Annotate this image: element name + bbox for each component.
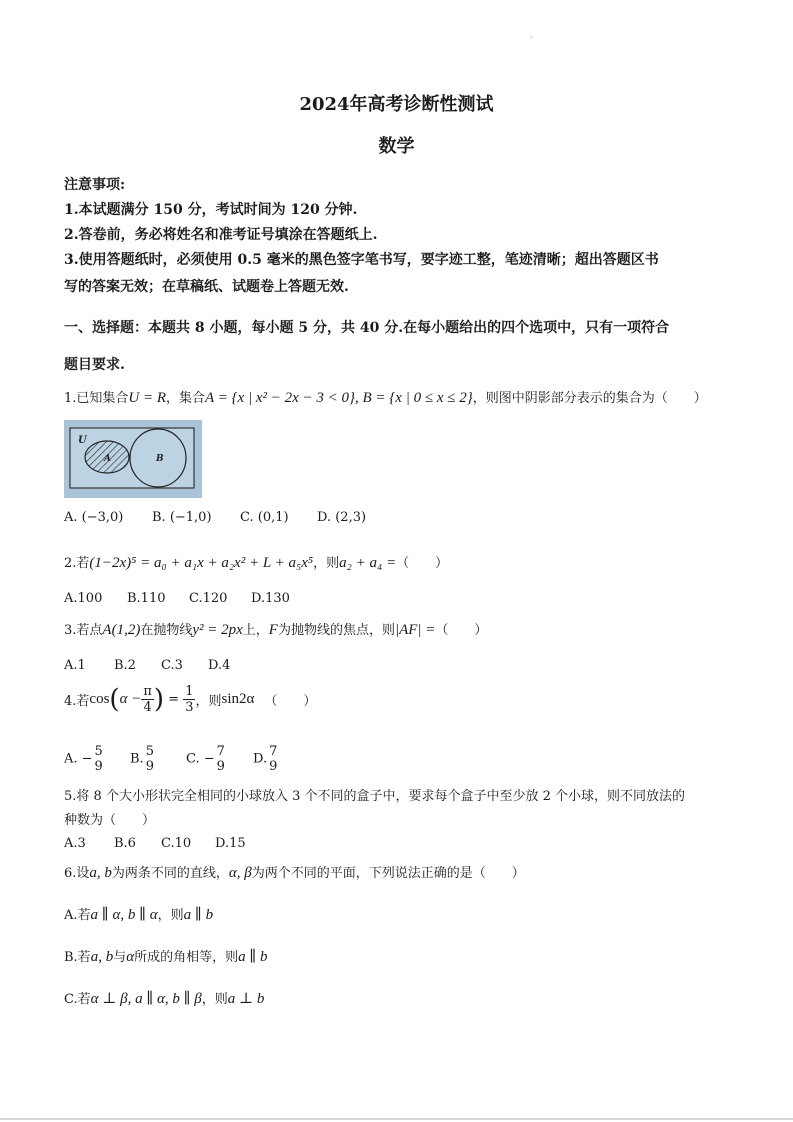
q6-text: 为两条不同的直线，: [111, 866, 229, 881]
question-1: [64, 387, 707, 407]
q3-text: 上，: [242, 623, 269, 638]
q5-option-b[interactable]: B.6: [114, 836, 136, 851]
q2-option-a[interactable]: A.100: [64, 591, 103, 606]
q3-formula: F: [268, 622, 278, 638]
question-5-cont: 种数为（ ）: [64, 813, 156, 828]
venn-label-b: B: [156, 454, 164, 464]
q2-option-d[interactable]: D.130: [251, 591, 290, 606]
q2-text: ，则: [313, 556, 340, 571]
q1-option-c[interactable]: C. (0,1): [240, 510, 289, 525]
q1-option-a[interactable]: A. (−3,0): [64, 510, 124, 525]
q4-option-a[interactable]: A. − 5 9: [64, 744, 103, 774]
q4-text: ，则: [195, 694, 222, 709]
q2-formula: a₂ + a₄ =: [339, 555, 397, 571]
q4-fraction-pi-4: $\frac{\pi}{4}$: [143, 684, 152, 715]
q3-option-b[interactable]: B.2: [114, 658, 136, 673]
notes-heading: 注意事项:: [64, 177, 126, 193]
scan-mark: ·: [530, 33, 533, 42]
q3-text: （ ）: [435, 623, 488, 638]
question-4: 4.若cos(α − $\frac{\pi}{4}$ ) = $\frac{1}{3}$ ，则sin2α （ ）: [64, 684, 317, 715]
q6-option-b[interactable]: B.若a, b与α所成的角相等，则a ∥ b: [64, 949, 268, 965]
q4-option-c[interactable]: C. − 7 9: [186, 744, 225, 774]
q6-text: 为两个不同的平面，下列说法正确的是（ ）: [251, 866, 525, 881]
q1-formula: A = {x | x² − 2x − 3 < 0}, B = {x | 0 ≤ x ≤ 2}: [205, 390, 473, 406]
q4-text: 4.若: [64, 694, 90, 709]
q2-option-b[interactable]: B.110: [127, 591, 166, 606]
q6-option-c[interactable]: C.若α ⊥ β, a ∥ α, b ∥ β，则a ⊥ b: [64, 991, 265, 1007]
q4-option-d[interactable]: D. 7 9: [253, 744, 278, 774]
q1-formula: U = R: [128, 390, 167, 406]
q1-text: ，集合: [166, 391, 206, 406]
section-heading-cont: 题目要求.: [64, 357, 125, 373]
q6-formula: a, b: [89, 865, 112, 881]
note-item: 3.使用答题纸时，必须使用 0.5 毫米的黑色签字笔书写，要字迹工整，笔迹清晰；超出答题区书: [64, 252, 659, 268]
question-6: [64, 862, 525, 882]
q3-formula: y² = 2px: [192, 622, 243, 638]
q3-option-d[interactable]: D.4: [208, 658, 231, 673]
q1-text: ，则图中阴影部分表示的集合为（ ）: [472, 391, 707, 406]
question-2: [64, 552, 448, 572]
venn-label-a: A: [104, 454, 111, 464]
q3-text: 为抛物线的焦点，则: [277, 623, 395, 638]
q3-text: 3.若点: [64, 623, 103, 638]
q5-option-a[interactable]: A.3: [64, 836, 86, 851]
venn-label-u: U: [78, 435, 87, 446]
q6-formula: α, β: [228, 865, 252, 881]
page-title: 2024年高考诊断性测试: [299, 94, 494, 115]
q2-option-c[interactable]: C.120: [189, 591, 228, 606]
subject-title: 数学: [378, 136, 415, 157]
venn-diagram: [64, 420, 202, 498]
note-item: 写的答案无效；在草稿纸、试题卷上答题无效.: [64, 279, 349, 295]
q5-option-d[interactable]: D.15: [215, 836, 246, 851]
question-5: 5.将 8 个大小形状完全相同的小球放入 3 个不同的盒子中，要求每个盒子中至少放 2 个小球，则不同放法的: [64, 789, 686, 804]
q4-option-b[interactable]: B. 5 9: [130, 744, 154, 774]
q3-formula: A(1,2): [102, 622, 141, 638]
q3-option-c[interactable]: C.3: [161, 658, 183, 673]
question-3: [64, 619, 487, 639]
q6-text: 6.设: [64, 866, 90, 881]
note-item: 1.本试题满分 150 分，考试时间为 120 分钟.: [64, 202, 358, 218]
q3-option-a[interactable]: A.1: [64, 658, 86, 673]
q5-option-c[interactable]: C.10: [161, 836, 192, 851]
q1-option-d[interactable]: D. (2,3): [317, 510, 367, 525]
q2-formula: (1−2x)⁵ = a₀ + a₁x + a₂x² + L + a₅x⁵: [89, 555, 314, 571]
q2-text: （ ）: [396, 556, 449, 571]
q2-text: 2.若: [64, 556, 90, 571]
page-bottom-border: [0, 1118, 793, 1120]
q4-text: （ ）: [264, 694, 317, 709]
q4-alpha: α −: [119, 691, 142, 707]
q1-text: 1.已知集合: [64, 391, 129, 406]
q3-formula: |AF| =: [394, 622, 436, 638]
q4-fraction-1-3: $\frac{1}{3}$: [185, 684, 194, 715]
q4-cos: cos: [89, 691, 110, 707]
section-heading: 一、选择题：本题共 8 小题，每小题 5 分，共 40 分.在每小题给出的四个选项中，只有一项符合: [64, 320, 670, 336]
q1-option-b[interactable]: B. (−1,0): [152, 510, 212, 525]
q4-sin: sin2α: [221, 691, 255, 707]
note-item: 2.答卷前，务必将姓名和准考证号填涂在答题纸上.: [64, 227, 378, 243]
q3-text: 在抛物线: [140, 623, 193, 638]
q6-option-a[interactable]: A.若a ∥ α, b ∥ α，则a ∥ b: [64, 907, 214, 923]
